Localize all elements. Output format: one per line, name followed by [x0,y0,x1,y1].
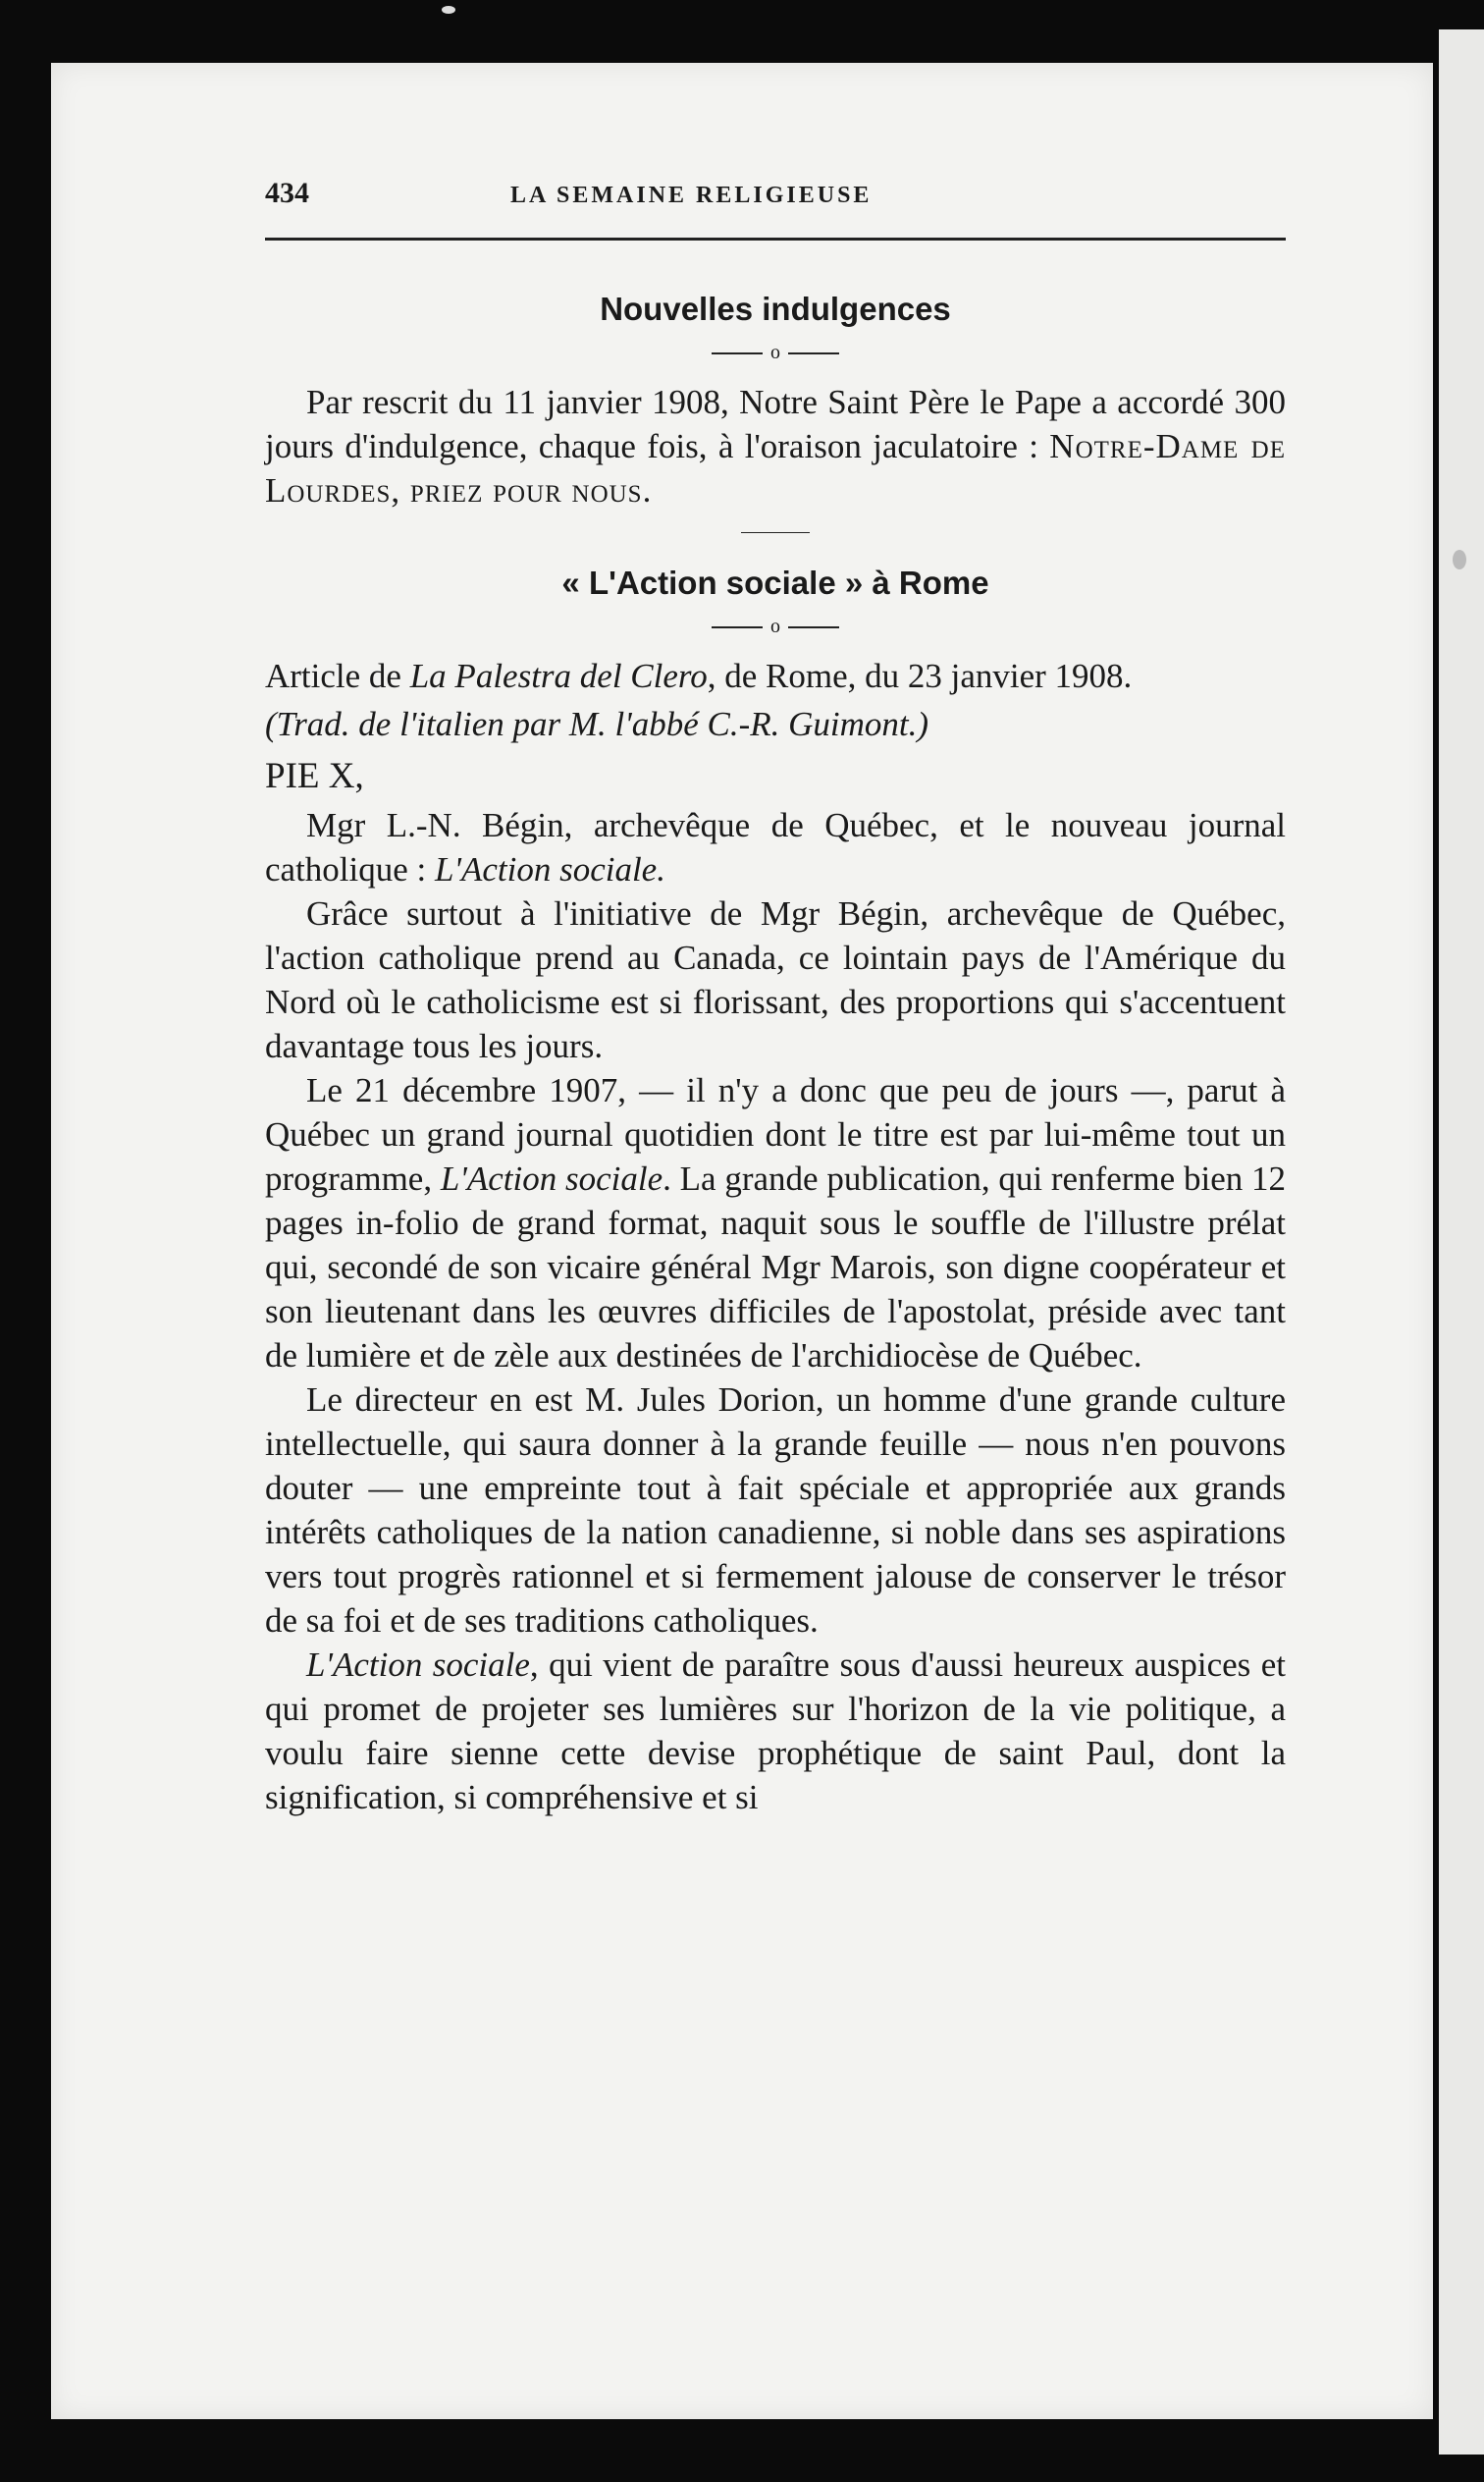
paragraph-1: Mgr L.-N. Bégin, archevêque de Québec, et le nouveau journal catholique : L'Action sociale. [265,806,1286,889]
article-subtitle: PIE X, [265,756,364,796]
section-separator: o [265,613,1286,640]
page-header [265,177,1286,222]
paragraph-indulgences: Par rescrit du 11 janvier 1908, Notre Saint Père le Pape a accordé 300 jours d'indulgence, chaque fois, à l'oraison jaculatoire : Notre-Dame de Lourdes, priez pour nous. [265,383,1287,510]
scan-speck [1453,550,1466,569]
paragraph-3: Le 21 décembre 1907, — il n'y a donc que peu de jours —, parut à Québec un grand journal quotidien dont le titre est par lui-même tout un programme, L'Action sociale. La grande publication, qui renferme bien 12 pages in-folio de grand format, naquit sous le souffle de l'illustre prélat qui, secondé de son vicaire général Mgr Marois, son digne coopérateur et son lieutenant dans les œuvres difficiles de l'apostolat, préside avec tant de lumière et de zèle aux destinées de l'archidiocèse de Québec. [265,1071,1287,1375]
section-separator: o [265,339,1286,366]
section-divider [265,516,1286,546]
paragraph-5: L'Action sociale, qui vient de paraître sous d'aussi heureux auspices et qui promet de projeter ses lumières sur l'horizon de la vie politique, a voulu faire sienne cette devise prophétique de saint Paul, dont la signification, si compréhensive et si [265,1646,1286,1816]
invocation-text: Notre-Dame de Lourdes, priez pour nous. [265,427,1287,510]
section-title-indulgences: Nouvelles indulgences [600,291,951,327]
article-source: Article de La Palestra del Clero, de Rome, du 23 janvier 1908. [265,657,1133,695]
text-column [265,280,1286,1819]
header-rule [265,238,1286,241]
paragraph-2: Grâce surtout à l'initiative de Mgr Bégin, archevêque de Québec, l'action catholique prend au Canada, ce lointain pays de l'Amérique du Nord où le catholicisme est si florissant, des proportions qui s'accentuent davantage tous les jours. [265,894,1286,1065]
running-title: LA SEMAINE RELIGIEUSE [510,183,873,208]
page-number: 434 [265,177,309,209]
translation-credit: (Trad. de l'italien par M. l'abbé C.-R. Guimont.) [265,705,929,743]
section-title-action-sociale: « L'Action sociale » à Rome [561,565,989,601]
adjacent-page-edge [1439,29,1484,2455]
scan-speck [442,6,455,14]
paragraph-4: Le directeur en est M. Jules Dorion, un homme d'une grande culture intellectuelle, qui saura donner à la grande feuille — nous n'en pouvons douter — une empreinte tout à fait spéciale et appropriée aux grands intérêts catholiques de la nation canadienne, si noble dans ses aspirations vers tout progrès rationnel et si fermement jalouse de conserver le trésor de sa foi et de ses traditions catholiques. [265,1380,1286,1640]
